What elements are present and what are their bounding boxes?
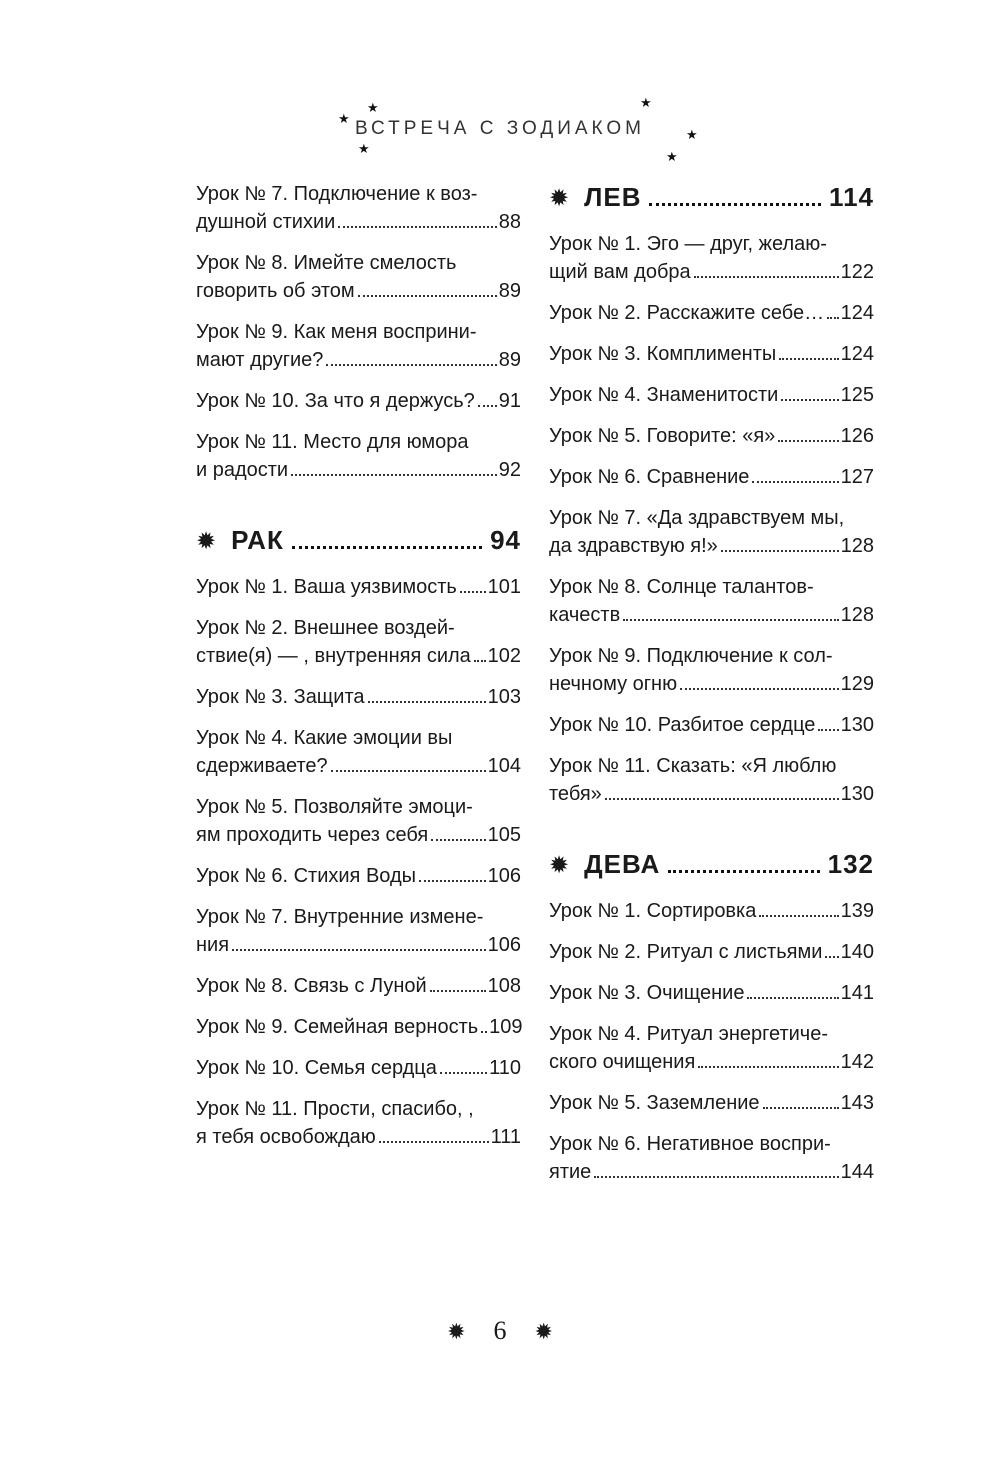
page-ref: 130 xyxy=(840,714,874,736)
toc-entry xyxy=(549,504,874,560)
toc-entry xyxy=(549,938,874,966)
section-page: 94 xyxy=(490,525,521,555)
page-ref: 101 xyxy=(487,576,521,598)
toc-entry xyxy=(196,428,521,484)
entry-row xyxy=(549,299,874,327)
page-ref: 105 xyxy=(487,824,521,846)
section-title: ДЕВА xyxy=(584,849,661,879)
page-ref: 108 xyxy=(487,975,521,997)
dot-leader xyxy=(818,729,838,731)
entry-title: душной стихии xyxy=(196,211,336,233)
entry-title: Урок № 9. Семейная верность xyxy=(196,1016,479,1038)
star-icon: ★ xyxy=(358,141,370,156)
entry-title: ям проходить через себя xyxy=(196,824,429,846)
entry-title: Урок № 4. Знаменитости xyxy=(549,384,779,406)
dot-leader xyxy=(232,949,486,951)
entry-row xyxy=(549,1089,874,1117)
section-page: 132 xyxy=(827,849,874,879)
entry-line: Урок № 9. Подключение к сол- xyxy=(549,645,833,667)
entry-line: Урок № 2. Внешнее воздей- xyxy=(196,617,455,639)
page-ref: 140 xyxy=(840,941,874,963)
entry-title: Урок № 1. Сортировка xyxy=(549,900,757,922)
entry-title: и радости xyxy=(196,459,289,481)
toc-entry xyxy=(549,752,874,808)
dot-leader xyxy=(419,880,486,882)
page-ref: 92 xyxy=(498,459,521,481)
toc-entry xyxy=(196,318,521,374)
page-ref: 141 xyxy=(840,982,874,1004)
section-heading xyxy=(196,523,521,559)
entry-row xyxy=(196,1054,521,1082)
toc-entry xyxy=(196,1013,521,1041)
page-number: 6 xyxy=(493,1316,507,1345)
entry-row xyxy=(196,573,521,601)
dot-leader xyxy=(623,619,838,621)
dot-leader xyxy=(358,295,497,297)
toc-entry xyxy=(549,1020,874,1076)
page-ref: 89 xyxy=(498,349,521,371)
entry-title: говорить об этом xyxy=(196,280,355,302)
dot-leader xyxy=(338,226,496,228)
star-icon: ★ xyxy=(640,95,652,110)
entry-row xyxy=(549,1158,874,1186)
entry-title: тебя» xyxy=(549,783,602,805)
toc-entry xyxy=(549,573,874,629)
page-ref: 144 xyxy=(840,1161,874,1183)
running-header: ВСТРЕЧА С ЗОДИАКОМ xyxy=(355,118,645,139)
dot-leader xyxy=(605,798,839,800)
page-ref: 111 xyxy=(490,1126,521,1148)
dot-leader xyxy=(292,546,482,549)
entry-line: Урок № 4. Какие эмоции вы xyxy=(196,727,453,749)
dot-leader xyxy=(331,770,486,772)
entry-row xyxy=(196,1013,521,1041)
sun-icon: ✹ xyxy=(196,528,218,555)
sun-icon: ✹ xyxy=(549,185,571,212)
entry-title: сдерживаете? xyxy=(196,755,328,777)
section-page: 114 xyxy=(829,182,874,212)
entry-row xyxy=(549,422,874,450)
toc-entry xyxy=(549,1130,874,1186)
entry-row xyxy=(196,683,521,711)
entry-title: да здравствую я!» xyxy=(549,535,718,557)
entry-title: ятие xyxy=(549,1161,592,1183)
entry-title: Урок № 10. За что я держусь? xyxy=(196,390,475,412)
sun-icon: ✹ xyxy=(549,852,571,879)
entry-line: Урок № 1. Эго — друг, желаю- xyxy=(549,233,827,255)
toc-entry xyxy=(549,897,874,925)
star-icon: ★ xyxy=(666,149,678,164)
entry-line: Урок № 9. Как меня восприни- xyxy=(196,321,477,343)
entry-row xyxy=(549,670,874,698)
entry-title: нечному огню xyxy=(549,673,678,695)
entry-row xyxy=(549,897,874,925)
page-ref: 139 xyxy=(840,900,874,922)
lesson-list xyxy=(196,180,521,484)
entry-title: ния xyxy=(196,934,230,956)
section-title: РАК xyxy=(231,525,284,555)
entry-row xyxy=(196,456,521,484)
sun-icon: ✹ xyxy=(534,1319,553,1344)
entry-title: Урок № 5. Говорите: «я» xyxy=(549,425,776,447)
entry-row xyxy=(196,642,521,670)
entry-row xyxy=(549,780,874,808)
toc-entry xyxy=(549,642,874,698)
entry-line: Урок № 11. Сказать: «Я люблю xyxy=(549,755,837,777)
toc-entry xyxy=(196,972,521,1000)
entry-line: Урок № 7. «Да здравствуем мы, xyxy=(549,507,845,529)
dot-leader xyxy=(763,1107,839,1109)
page-ref: 91 xyxy=(498,390,521,412)
dot-leader xyxy=(478,405,497,407)
page-ref: 102 xyxy=(487,645,521,667)
entry-row xyxy=(196,1123,521,1151)
entry-title: щий вам добра xyxy=(549,261,691,283)
section-heading xyxy=(549,847,874,883)
entry-line: Урок № 11. Место для юмора xyxy=(196,431,469,453)
right-column xyxy=(549,180,874,1199)
entry-title: качеств xyxy=(549,604,621,626)
page-footer xyxy=(0,1316,1000,1346)
page-ref: 142 xyxy=(840,1051,874,1073)
page-ref: 143 xyxy=(840,1092,874,1114)
toc-entry xyxy=(196,614,521,670)
left-column xyxy=(196,180,521,1164)
entry-row xyxy=(549,258,874,286)
toc-entry xyxy=(196,249,521,305)
entry-title: я тебя освобождаю xyxy=(196,1126,376,1148)
page-ref: 104 xyxy=(487,755,521,777)
entry-line: Урок № 8. Солнце талантов- xyxy=(549,576,814,598)
page-ref: 89 xyxy=(498,280,521,302)
star-icon: ★ xyxy=(338,111,350,126)
entry-title: ствие(я) — , внутренняя сила xyxy=(196,645,471,667)
entry-row xyxy=(196,208,521,236)
page-ref: 127 xyxy=(840,466,874,488)
dot-leader xyxy=(481,1031,487,1033)
page-ref: 103 xyxy=(487,686,521,708)
page-ref: 128 xyxy=(840,535,874,557)
page-ref: 109 xyxy=(489,1016,523,1038)
toc-entry xyxy=(196,724,521,780)
dot-leader xyxy=(752,481,838,483)
dot-leader xyxy=(779,358,838,360)
section-heading xyxy=(549,180,874,216)
page-ref: 106 xyxy=(487,934,521,956)
dot-leader xyxy=(291,474,497,476)
dot-leader xyxy=(460,591,486,593)
dot-leader xyxy=(698,1066,838,1068)
dot-leader xyxy=(594,1176,838,1178)
entry-line: Урок № 11. Прости, спасибо, , xyxy=(196,1098,474,1120)
entry-line: Урок № 6. Негативное воспри- xyxy=(549,1133,831,1155)
entry-line: Урок № 4. Ритуал энергетиче- xyxy=(549,1023,828,1045)
entry-row xyxy=(196,931,521,959)
entry-title: Урок № 1. Ваша уязвимость xyxy=(196,576,457,598)
dot-leader xyxy=(379,1141,489,1143)
page-ref: 130 xyxy=(840,783,874,805)
star-icon: ★ xyxy=(367,100,379,115)
star-icon: ★ xyxy=(686,127,698,142)
page-ref: 106 xyxy=(487,865,521,887)
dot-leader xyxy=(668,870,819,873)
entry-line: Урок № 7. Внутренние измене- xyxy=(196,906,484,928)
page-ref: 124 xyxy=(840,343,874,365)
toc-entry xyxy=(549,422,874,450)
toc-entry xyxy=(549,1089,874,1117)
entry-line: Урок № 5. Позволяйте эмоци- xyxy=(196,796,473,818)
dot-leader xyxy=(680,688,839,690)
entry-row xyxy=(549,601,874,629)
page-ref: 129 xyxy=(840,673,874,695)
entry-title: Урок № 3. Комплименты xyxy=(549,343,777,365)
dot-leader xyxy=(778,440,838,442)
entry-row xyxy=(549,340,874,368)
entry-row xyxy=(196,387,521,415)
entry-title: Урок № 8. Связь с Луной xyxy=(196,975,427,997)
entry-row xyxy=(549,979,874,1007)
toc-entry xyxy=(196,903,521,959)
dot-leader xyxy=(649,203,821,206)
toc-entry xyxy=(196,793,521,849)
dot-leader xyxy=(827,317,838,319)
section-title: ЛЕВ xyxy=(584,182,642,212)
dot-leader xyxy=(747,997,838,999)
dot-leader xyxy=(825,956,838,958)
entry-title: Урок № 10. Разбитое сердце xyxy=(549,714,816,736)
entry-title: Урок № 6. Сравнение xyxy=(549,466,750,488)
dot-leader xyxy=(326,364,496,366)
entry-row xyxy=(196,752,521,780)
entry-row xyxy=(196,346,521,374)
entry-row xyxy=(196,821,521,849)
page-ref: 122 xyxy=(840,261,874,283)
toc-entry xyxy=(196,573,521,601)
entry-line: Урок № 7. Подключение к воз- xyxy=(196,183,478,205)
entry-title: мают другие? xyxy=(196,349,324,371)
dot-leader xyxy=(721,550,839,552)
entry-row xyxy=(196,862,521,890)
section-list xyxy=(549,180,874,1186)
toc-entry xyxy=(196,1095,521,1151)
toc-entry xyxy=(196,862,521,890)
toc-entry xyxy=(549,463,874,491)
entry-row xyxy=(549,381,874,409)
sun-icon: ✹ xyxy=(447,1319,466,1344)
entry-title: Урок № 3. Защита xyxy=(196,686,365,708)
page-ref: 110 xyxy=(489,1057,521,1079)
page-ref: 88 xyxy=(498,211,521,233)
dot-leader xyxy=(368,701,486,703)
section xyxy=(196,523,521,1151)
entry-row xyxy=(196,972,521,1000)
dot-leader xyxy=(440,1072,487,1074)
toc-entry xyxy=(549,381,874,409)
entry-row xyxy=(549,1048,874,1076)
dot-leader xyxy=(430,990,486,992)
entry-title: Урок № 5. Заземление xyxy=(549,1092,760,1114)
toc-entry xyxy=(196,683,521,711)
toc-entry xyxy=(196,180,521,236)
page-ref: 125 xyxy=(840,384,874,406)
entry-title: Урок № 3. Очищение xyxy=(549,982,745,1004)
entry-title: Урок № 10. Семья сердца xyxy=(196,1057,437,1079)
dot-leader xyxy=(431,839,485,841)
toc-entry xyxy=(549,230,874,286)
entry-title: Урок № 2. Ритуал с листьями xyxy=(549,941,823,963)
page-ref: 126 xyxy=(840,425,874,447)
dot-leader xyxy=(781,399,838,401)
entry-row xyxy=(549,532,874,560)
entry-title: Урок № 2. Расскажите себе… xyxy=(549,302,825,324)
entry-row xyxy=(549,938,874,966)
entry-row xyxy=(549,711,874,739)
page-ref: 128 xyxy=(840,604,874,626)
toc-entry xyxy=(549,979,874,1007)
toc-entry xyxy=(549,299,874,327)
entry-title: ского очищения xyxy=(549,1051,696,1073)
entry-row xyxy=(549,463,874,491)
toc-entry xyxy=(196,387,521,415)
entry-row xyxy=(196,277,521,305)
page-ref: 124 xyxy=(840,302,874,324)
dot-leader xyxy=(694,276,839,278)
toc-entry xyxy=(549,340,874,368)
entry-title: Урок № 6. Стихия Воды xyxy=(196,865,417,887)
dot-leader xyxy=(759,915,838,917)
dot-leader xyxy=(474,660,486,662)
toc-entry xyxy=(549,711,874,739)
toc-entry xyxy=(196,1054,521,1082)
entry-line: Урок № 8. Имейте смелость xyxy=(196,252,457,274)
